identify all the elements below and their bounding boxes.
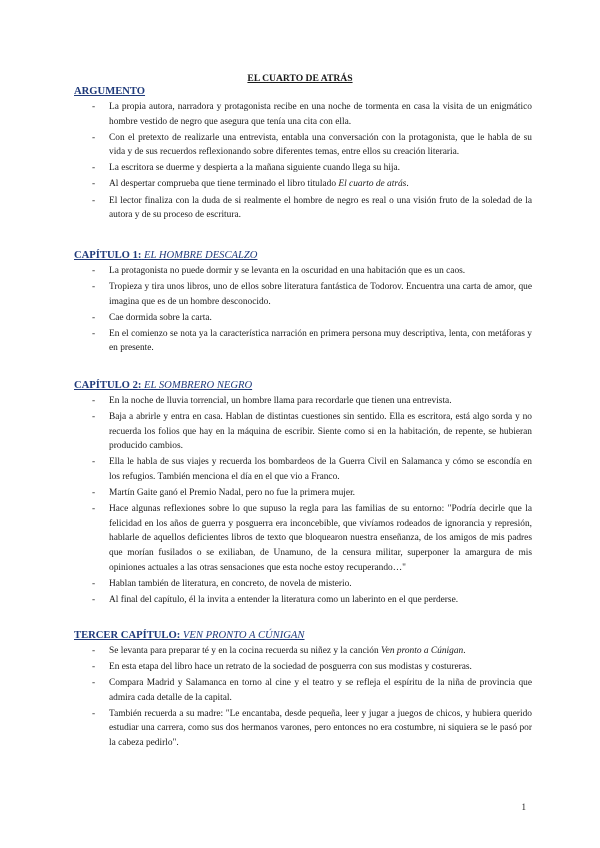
italic-title: Ven pronto a Cúnigan bbox=[381, 646, 464, 656]
heading-subtitle: VEN PRONTO A CÚNIGAN bbox=[182, 630, 305, 641]
text-segment: Se levanta para preparar té y en la cocina recuerda su niñez y la canción bbox=[109, 646, 381, 656]
list-item: - La propia autora, narradora y protagonista recibe en una noche de tormenta en casa la visita de un enigmático hombre vestido de negro que asegura que tenía una cita con ella. bbox=[74, 100, 532, 129]
list-item: - Con el pretexto de realizarle una entrevista, entabla una conversación con la protagonista, que le habla de su vida y de sus recuerdos reflexionando sobre diferentes temas, entre ellos su creación literaria. bbox=[74, 131, 532, 160]
heading-label: CAPÍTULO 1: bbox=[74, 250, 142, 261]
list-item: - El lector finaliza con la duda de si realmente el hombre de negro es real o una visión fruto de la soledad de la autora y de su proceso de escritura. bbox=[74, 194, 532, 223]
text-segment: . bbox=[406, 179, 409, 190]
text-segment: . bbox=[463, 646, 466, 656]
bullet-list bbox=[74, 264, 532, 356]
list-item: - Hablan también de literatura, en concreto, de novela de misterio. bbox=[74, 577, 532, 592]
section-tercer-capitulo bbox=[74, 629, 532, 752]
italic-title: El cuarto de atrás bbox=[338, 179, 407, 190]
list-item: - Baja a abrirle y entra en casa. Hablan de distintas cuestiones sin sentido. Ella es escritora, está algo sorda y no recuerda los folios que hay en la máquina de escribir. Siente como si en la habitación, de repente, se hubieran producido cambios. bbox=[74, 410, 532, 454]
list-item bbox=[74, 177, 532, 192]
text-segment: Al despertar comprueba que tiene terminado el libro titulado bbox=[109, 179, 339, 190]
page-number: 1 bbox=[521, 802, 526, 812]
heading-label: TERCER CAPÍTULO: bbox=[74, 630, 181, 641]
section-heading bbox=[74, 629, 532, 642]
section-capitulo-1 bbox=[74, 249, 532, 358]
heading-subtitle: EL HOMBRE DESCALZO bbox=[144, 250, 258, 261]
list-item: - Tropieza y tira unos libros, uno de ellos sobre literatura fantástica de Todorov. Encuentra una carta de amor, que imagina que es de un hombre desconocido. bbox=[74, 280, 532, 309]
list-item bbox=[74, 644, 532, 659]
list-item: - Martín Gaite ganó el Premio Nadal, pero no fue la primera mujer. bbox=[74, 486, 532, 501]
list-item: - La protagonista no puede dormir y se levanta en la oscuridad en una habitación que es un caos. bbox=[74, 264, 532, 279]
heading-label: ARGUMENTO bbox=[74, 86, 146, 97]
section-heading bbox=[74, 249, 532, 262]
section-heading bbox=[74, 85, 532, 98]
list-item: - En el comienzo se nota ya la característica narración en primera persona muy descriptiva, lenta, con metáforas y en presente. bbox=[74, 327, 532, 356]
document-title: EL CUARTO DE ATRÁS bbox=[247, 73, 353, 84]
list-item: - También recuerda a su madre: "Le encantaba, desde pequeña, leer y jugar a juegos de chicos, y hubiera querido estudiar una carrera, como sus dos hermanos varones, pero entonces no era costumbre, ni siquiera se le pasó por la cabeza pedirlo". bbox=[74, 707, 532, 751]
list-item: - Cae dormida sobre la carta. bbox=[74, 311, 532, 326]
list-item: - La escritora se duerme y despierta a la mañana siguiente cuando llega su hija. bbox=[74, 161, 532, 176]
list-item: - En la noche de lluvia torrencial, un hombre llama para recordarle que tienen una entrevista. bbox=[74, 394, 532, 409]
list-item: - Ella le habla de sus viajes y recuerda los bombardeos de la Guerra Civil en Salamanca y cómo se escondía en los refugios. También menciona el día en el que vio a Franco. bbox=[74, 455, 532, 484]
list-item: - Hace algunas reflexiones sobre lo que supuso la regla para las familias de su entorno: "Podría decirle que la felicidad en los años de guerra y posguerra era inconcebible, que vivíamos rodeados de ignorancia y represión, hablarle de aquellos deficientes libros de texto que bloquearon nuestra enseñanza, de los amigos de mis padres que morían fusilados o se exiliaban, de Unamuno, de la censura militar, superponer la amargura de mis opiniones actuales a las otras sensaciones que esta noche estoy recuperando…" bbox=[74, 502, 532, 575]
bullet-list bbox=[74, 644, 532, 751]
bullet-list bbox=[74, 100, 532, 223]
section-capitulo-2 bbox=[74, 379, 532, 609]
list-item: - Al final del capítulo, él la invita a entender la literatura como un laberinto en el que perderse. bbox=[74, 593, 532, 608]
bullet-list bbox=[74, 394, 532, 607]
section-argumento bbox=[74, 85, 532, 224]
list-item: - En esta etapa del libro hace un retrato de la sociedad de posguerra con sus modistas y costureras. bbox=[74, 660, 532, 675]
list-item: - Compara Madrid y Salamanca en torno al cine y el teatro y se refleja el espíritu de la niña de provincia que admira cada detalle de la capital. bbox=[74, 676, 532, 705]
section-heading bbox=[74, 379, 532, 392]
heading-subtitle: EL SOMBRERO NEGRO bbox=[144, 380, 253, 391]
heading-label: CAPÍTULO 2: bbox=[74, 380, 142, 391]
